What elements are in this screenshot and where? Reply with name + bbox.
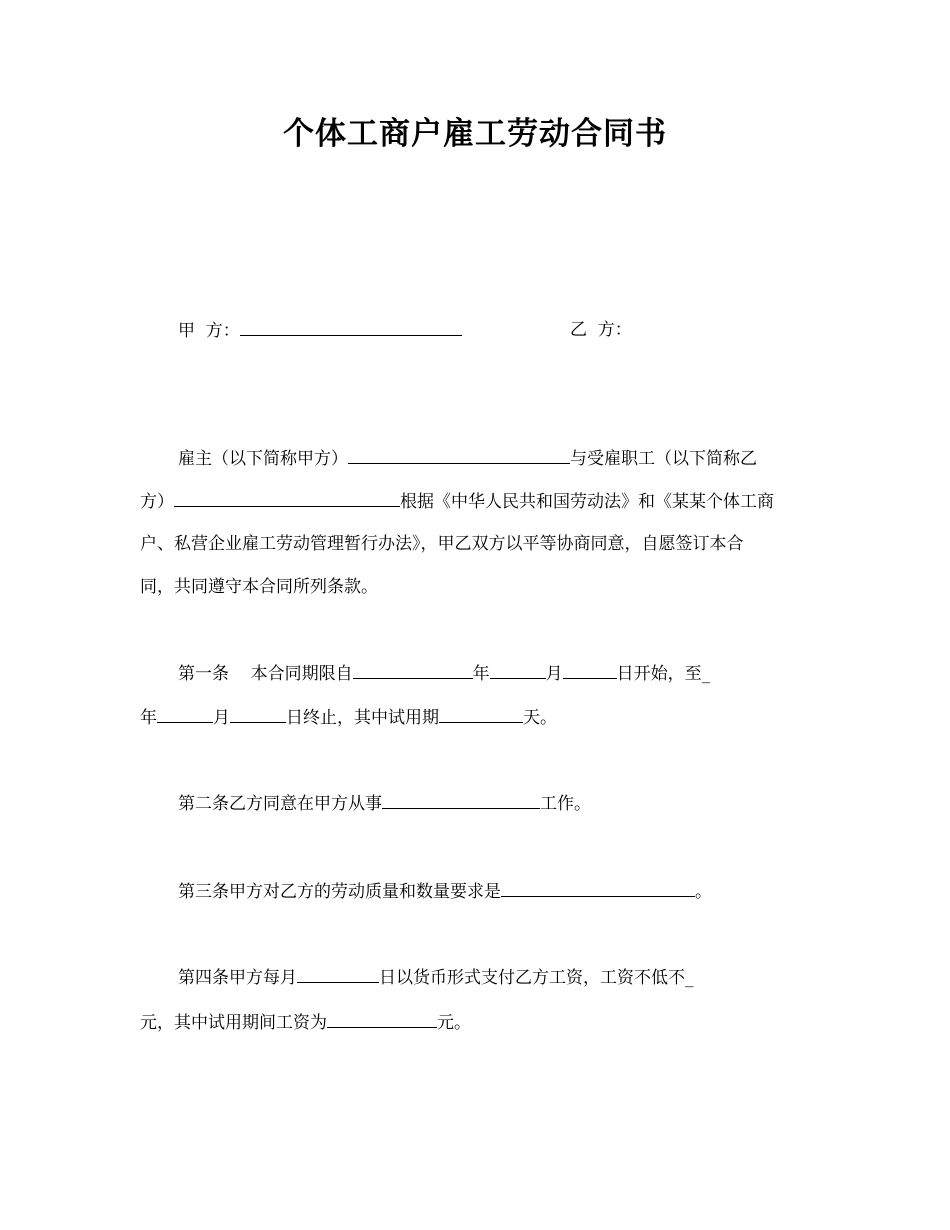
start-month-blank[interactable] bbox=[490, 661, 546, 679]
article-1-text: 年 bbox=[140, 708, 157, 728]
intro-text: 方） bbox=[140, 492, 174, 512]
article-1-text: 年 bbox=[472, 664, 490, 684]
party-b-line bbox=[570, 318, 632, 342]
article-1-text: 天。 bbox=[523, 708, 557, 728]
intro-line-1 bbox=[178, 446, 757, 471]
intro-line-3: 户、私营企业雇工劳动管理暂行办法》，甲乙双方以平等协商同意，自愿签订本合 bbox=[140, 534, 744, 554]
article-3-text: 第三条甲方对乙方的劳动质量和数量要求是 bbox=[178, 882, 501, 902]
intro-line-2 bbox=[140, 489, 774, 514]
pay-day-blank[interactable] bbox=[297, 965, 379, 983]
article-4-line-2 bbox=[140, 1010, 471, 1035]
article-3-text: 。 bbox=[695, 882, 712, 902]
article-4-text: 第四条甲方每月 bbox=[178, 968, 297, 988]
article-2-line bbox=[178, 791, 591, 816]
article-4-line-1 bbox=[178, 965, 694, 990]
work-requirements-blank[interactable] bbox=[501, 879, 695, 897]
article-3-line bbox=[178, 879, 712, 904]
document-title: 个体工商户雇工劳动合同书 bbox=[283, 116, 667, 152]
article-1-text: 第一条 本合同期限自 bbox=[178, 664, 353, 684]
article-2-text: 第二条乙方同意在甲方从事 bbox=[178, 794, 382, 814]
employer-name-blank[interactable] bbox=[348, 446, 570, 464]
article-1-text: 月 bbox=[545, 664, 563, 684]
article-1-text: 日终止，其中试用期 bbox=[286, 708, 439, 728]
intro-line-4: 同，共同遵守本合同所列条款。 bbox=[140, 577, 378, 597]
article-1-text: 日开始，至_ bbox=[616, 664, 711, 684]
employee-name-blank[interactable] bbox=[174, 489, 400, 507]
article-2-text: 工作。 bbox=[540, 794, 591, 814]
end-month-blank[interactable] bbox=[157, 705, 213, 723]
article-4-text: 元。 bbox=[437, 1013, 471, 1033]
probation-days-blank[interactable] bbox=[439, 705, 523, 723]
party-a-line bbox=[178, 318, 462, 343]
intro-text: 雇主（以下简称甲方） bbox=[178, 449, 348, 469]
probation-wage-blank[interactable] bbox=[327, 1010, 437, 1028]
intro-text: 根据《中华人民共和国劳动法》和《某某个体工商 bbox=[400, 492, 774, 512]
job-blank[interactable] bbox=[382, 791, 540, 809]
intro-text: 与受雇职工（以下简称乙 bbox=[570, 449, 757, 469]
party-a-blank[interactable] bbox=[240, 318, 462, 336]
article-1-text: 月 bbox=[213, 708, 230, 728]
start-year-blank[interactable] bbox=[353, 661, 473, 679]
article-1-line-2 bbox=[140, 705, 557, 730]
start-day-blank[interactable] bbox=[563, 661, 617, 679]
party-b-label: 乙 方： bbox=[570, 320, 632, 340]
article-1-line-1 bbox=[178, 661, 710, 686]
end-day-blank[interactable] bbox=[230, 705, 286, 723]
party-a-label: 甲 方： bbox=[178, 321, 240, 341]
article-4-text: 日以货币形式支付乙方工资，工资不低不_ bbox=[379, 968, 694, 988]
article-4-text: 元，其中试用期间工资为 bbox=[140, 1013, 327, 1033]
